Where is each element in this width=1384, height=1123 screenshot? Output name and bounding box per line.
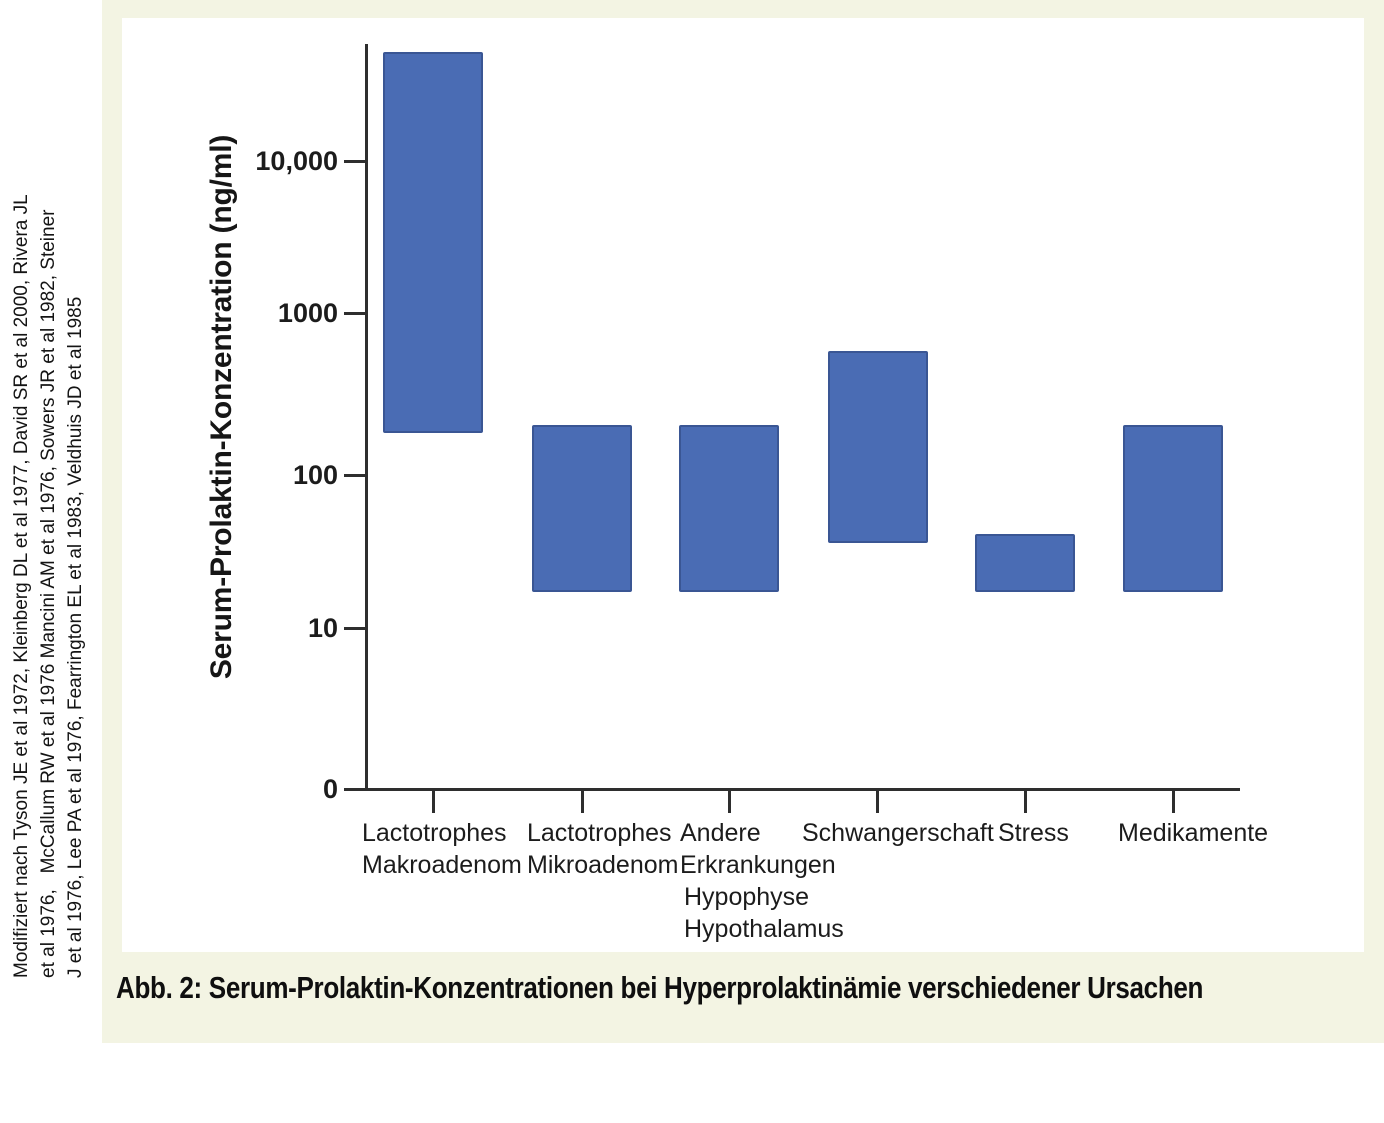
y-tick-label: 100 xyxy=(292,460,338,490)
figure-caption: Abb. 2: Serum-Prolaktin-Konzentrationen bei Hyperprolaktinämie verschiedener Ursachen xyxy=(116,970,1204,1005)
source-citation-line: et al 1976, McCallum RW et al 1976 Mancini AM et al 1976, Sowers JR et al 1982, Steiner xyxy=(38,209,59,978)
source-citation-line: Modifiziert nach Tyson JE et al 1972, Kleinberg DL et al 1977, David SR et al 2000, Rivera JL xyxy=(11,194,32,978)
y-tick-label: 1000 xyxy=(277,298,338,328)
x-axis-label-line: Stress xyxy=(998,819,1069,847)
x-axis-label-line: Mikroadenom xyxy=(527,851,679,879)
source-citation-line: J et al 1976, Lee PA et al 1976, Fearrington EL et al 1983, Veldhuis JD et al 1985 xyxy=(65,296,86,978)
y-tick-label: 0 xyxy=(322,774,338,804)
x-axis-label-line: Lactotrophes xyxy=(362,819,507,847)
x-axis-label-line: Lactotrophes xyxy=(527,819,672,847)
x-axis-label-line: Schwangerschaft xyxy=(802,819,994,847)
y-axis-title: Serum-Prolaktin-Konzentration (ng/ml) xyxy=(205,134,238,680)
chart-panel xyxy=(122,18,1364,952)
x-axis-label-line: Hypophyse xyxy=(684,883,810,911)
y-tick-label: 10 xyxy=(307,613,338,643)
x-axis-label-line: Erkrankungen xyxy=(680,851,836,879)
x-axis-label-line: Makroadenom xyxy=(362,851,522,879)
x-axis-label-line: Andere xyxy=(680,819,761,847)
x-axis-label-line: Hypothalamus xyxy=(684,915,844,943)
x-axis-label-line: Medikamente xyxy=(1118,819,1269,847)
source-citation xyxy=(8,194,89,978)
y-tick-label: 10,000 xyxy=(255,146,338,176)
